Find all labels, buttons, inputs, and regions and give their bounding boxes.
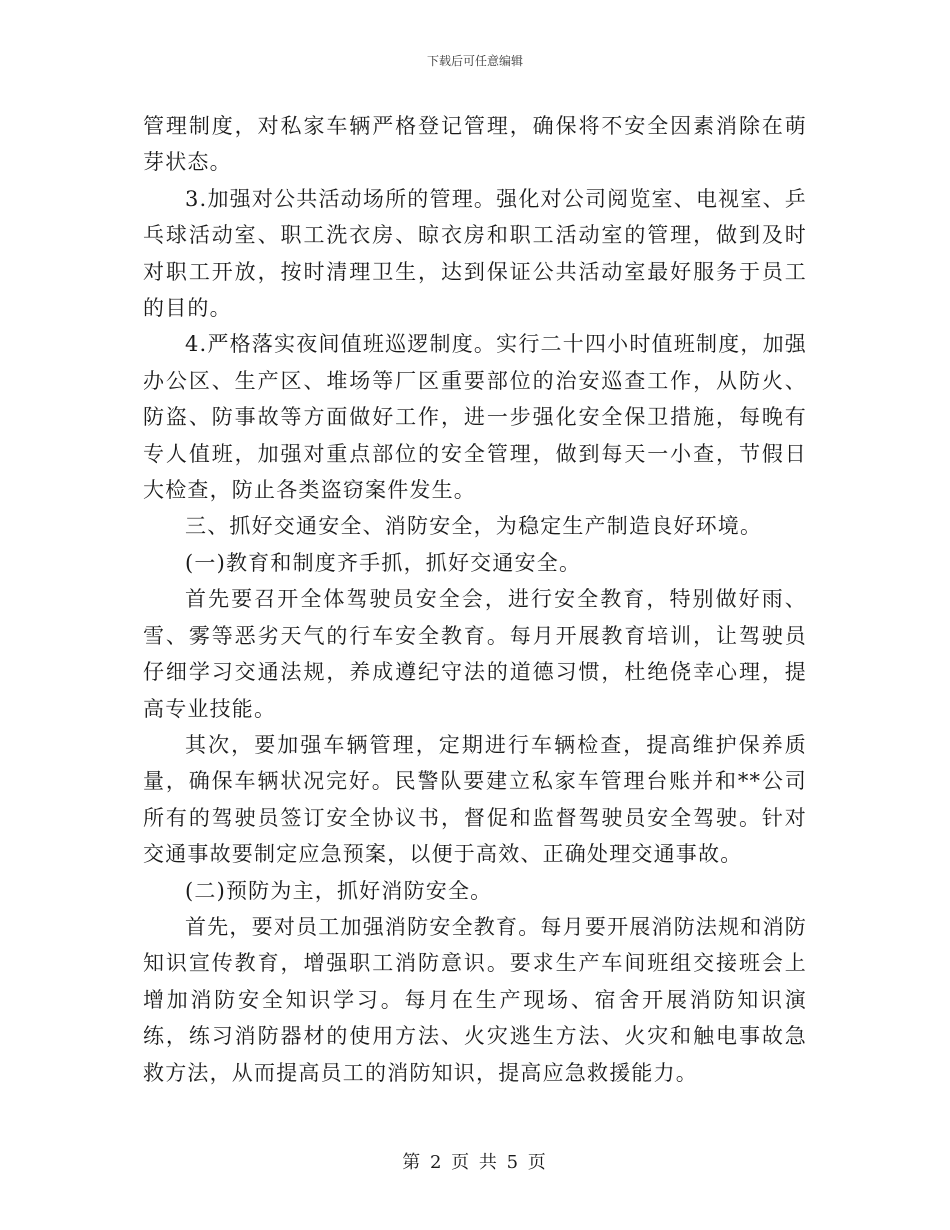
paragraph-9: 首先，要对员工加强消防安全教育。每月要开展消防法规和消防知识宣传教育，增强职工消防意识。要求生产车间班组交接班会上增加消防安全知识学习。每月在生产现场、宿舍开展消防知识演练，练习消防器材的使用方法、火灾逃生方法、火灾和触电事故急救方法，从而提高员工的消防知识，提高应急救援能力。	[143, 914, 807, 1085]
page-number-footer: 第 2 页 共 5 页	[402, 1152, 548, 1173]
subsection-heading-2: (二)预防为主，抓好消防安全。	[185, 878, 493, 903]
paragraph-6: 首先要召开全体驾驶员安全会，进行安全教育，特别做好雨、雪、雾等恶劣天气的行车安全教育。每月开展教育培训，让驾驶员仔细学习交通法规，养成遵纪守法的道德习惯，杜绝侥幸心理，提高专业技能。	[143, 587, 807, 721]
document-body	[143, 108, 807, 1091]
page-header: 下载后可任意编辑	[426, 54, 523, 68]
section-heading-3: 三、抓好交通安全、消防安全，为稳定生产制造良好环境。	[185, 514, 763, 539]
paragraph-7: 其次，要加强车辆管理，定期进行车辆检查，提高维护保养质量，确保车辆状况完好。民警队要建立私家车管理台账并和**公司所有的驾驶员签订安全协议书，督促和监督驾驶员安全驾驶。针对交通事故要制定应急预案，以便于高效、正确处理交通事故。	[143, 732, 807, 867]
paragraph-1: 管理制度，对私家车辆严格登记管理，确保将不安全因素消除在萌芽状态。	[143, 114, 807, 175]
paragraph-3: 4.严格落实夜间值班巡逻制度。实行二十四小时值班制度，加强办公区、生产区、堆场等厂区重要部位的治安巡查工作，从防火、防盗、防事故等方面做好工作，进一步强化安全保卫措施，每晚有专人值班，加强对重点部位的安全管理，做到每天一小查，节假日大检查，防止各类盗窃案件发生。	[143, 332, 807, 503]
subsection-heading-1: (一)教育和制度齐手抓，抓好交通安全。	[185, 550, 582, 575]
paragraph-2: 3.加强对公共活动场所的管理。强化对公司阅览室、电视室、乒乓球活动室、职工洗衣房、晾衣房和职工活动室的管理，做到及时对职工开放，按时清理卫生，达到保证公共活动室最好服务于员工的目的。	[143, 186, 807, 321]
